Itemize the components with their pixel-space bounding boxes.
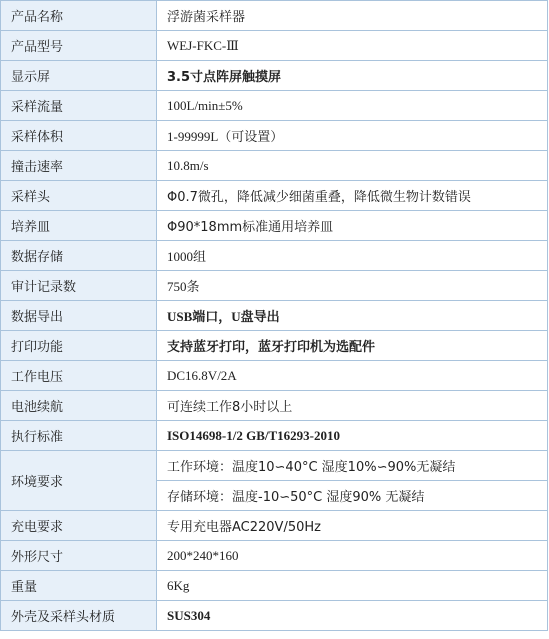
table-row	[1, 391, 548, 421]
row-label-petri-dish: 培养皿	[1, 211, 157, 241]
row-value-sampling-head: Φ0.7微孔，降低减少细菌重叠，降低微生物计数错误	[157, 181, 548, 211]
table-row	[1, 301, 548, 331]
table-row	[1, 271, 548, 301]
table-row	[1, 511, 548, 541]
row-value-petri-dish: Φ90*18mm标准通用培养皿	[157, 211, 548, 241]
row-label-material: 外壳及采样头材质	[1, 601, 157, 631]
table-row	[1, 421, 548, 451]
row-value-env-work: 工作环境：温度10∽40°C 湿度10%∽90%无凝结	[157, 451, 548, 481]
row-value-product-name: 浮游菌采样器	[157, 1, 548, 31]
row-label-volume: 采样体积	[1, 121, 157, 151]
table-row	[1, 541, 548, 571]
row-value-charging: 专用充电器AC220V/50Hz	[157, 511, 548, 541]
row-value-data-storage: 1000组	[157, 241, 548, 271]
row-label-battery: 电池续航	[1, 391, 157, 421]
table-row	[1, 91, 548, 121]
row-value-impact-speed: 10.8m/s	[157, 151, 548, 181]
table-row	[1, 571, 548, 601]
row-value-data-export: USB端口，U盘导出	[157, 301, 548, 331]
table-row	[1, 151, 548, 181]
table-row	[1, 241, 548, 271]
row-label-weight: 重量	[1, 571, 157, 601]
row-value-standard: ISO14698-1/2 GB/T16293-2010	[157, 421, 548, 451]
row-label-print: 打印功能	[1, 331, 157, 361]
row-label-voltage: 工作电压	[1, 361, 157, 391]
row-label-charging: 充电要求	[1, 511, 157, 541]
table-row	[1, 361, 548, 391]
table-row	[1, 331, 548, 361]
row-value-voltage: DC16.8V/2A	[157, 361, 548, 391]
table-row	[1, 121, 548, 151]
table-row	[1, 31, 548, 61]
row-label-sampling-head: 采样头	[1, 181, 157, 211]
row-label-display: 显示屏	[1, 61, 157, 91]
table-row	[1, 181, 548, 211]
row-value-audit-records: 750条	[157, 271, 548, 301]
table-row	[1, 1, 548, 31]
row-label-audit-records: 审计记录数	[1, 271, 157, 301]
row-label-product-name: 产品名称	[1, 1, 157, 31]
row-value-env-store: 存储环境：温度-10∽50°C 湿度90% 无凝结	[157, 481, 548, 511]
row-value-flow: 100L/min±5%	[157, 91, 548, 121]
row-value-print: 支持蓝牙打印，蓝牙打印机为选配件	[157, 331, 548, 361]
row-label-data-storage: 数据存储	[1, 241, 157, 271]
row-value-dimensions: 200*240*160	[157, 541, 548, 571]
table-row	[1, 61, 548, 91]
table-row	[1, 211, 548, 241]
row-label-dimensions: 外形尺寸	[1, 541, 157, 571]
row-value-weight: 6Kg	[157, 571, 548, 601]
table-row	[1, 601, 548, 631]
row-value-material: SUS304	[157, 601, 548, 631]
row-value-display: 3.5寸点阵屏触摸屏	[157, 61, 548, 91]
row-label-impact-speed: 撞击速率	[1, 151, 157, 181]
table-row	[1, 451, 548, 481]
row-value-volume: 1-99999L（可设置）	[157, 121, 548, 151]
row-label-model: 产品型号	[1, 31, 157, 61]
row-value-battery: 可连续工作8小时以上	[157, 391, 548, 421]
row-label-environment: 环境要求	[1, 451, 157, 511]
row-label-data-export: 数据导出	[1, 301, 157, 331]
row-label-standard: 执行标准	[1, 421, 157, 451]
row-label-flow: 采样流量	[1, 91, 157, 121]
row-value-model: WEJ-FKC-Ⅲ	[157, 31, 548, 61]
